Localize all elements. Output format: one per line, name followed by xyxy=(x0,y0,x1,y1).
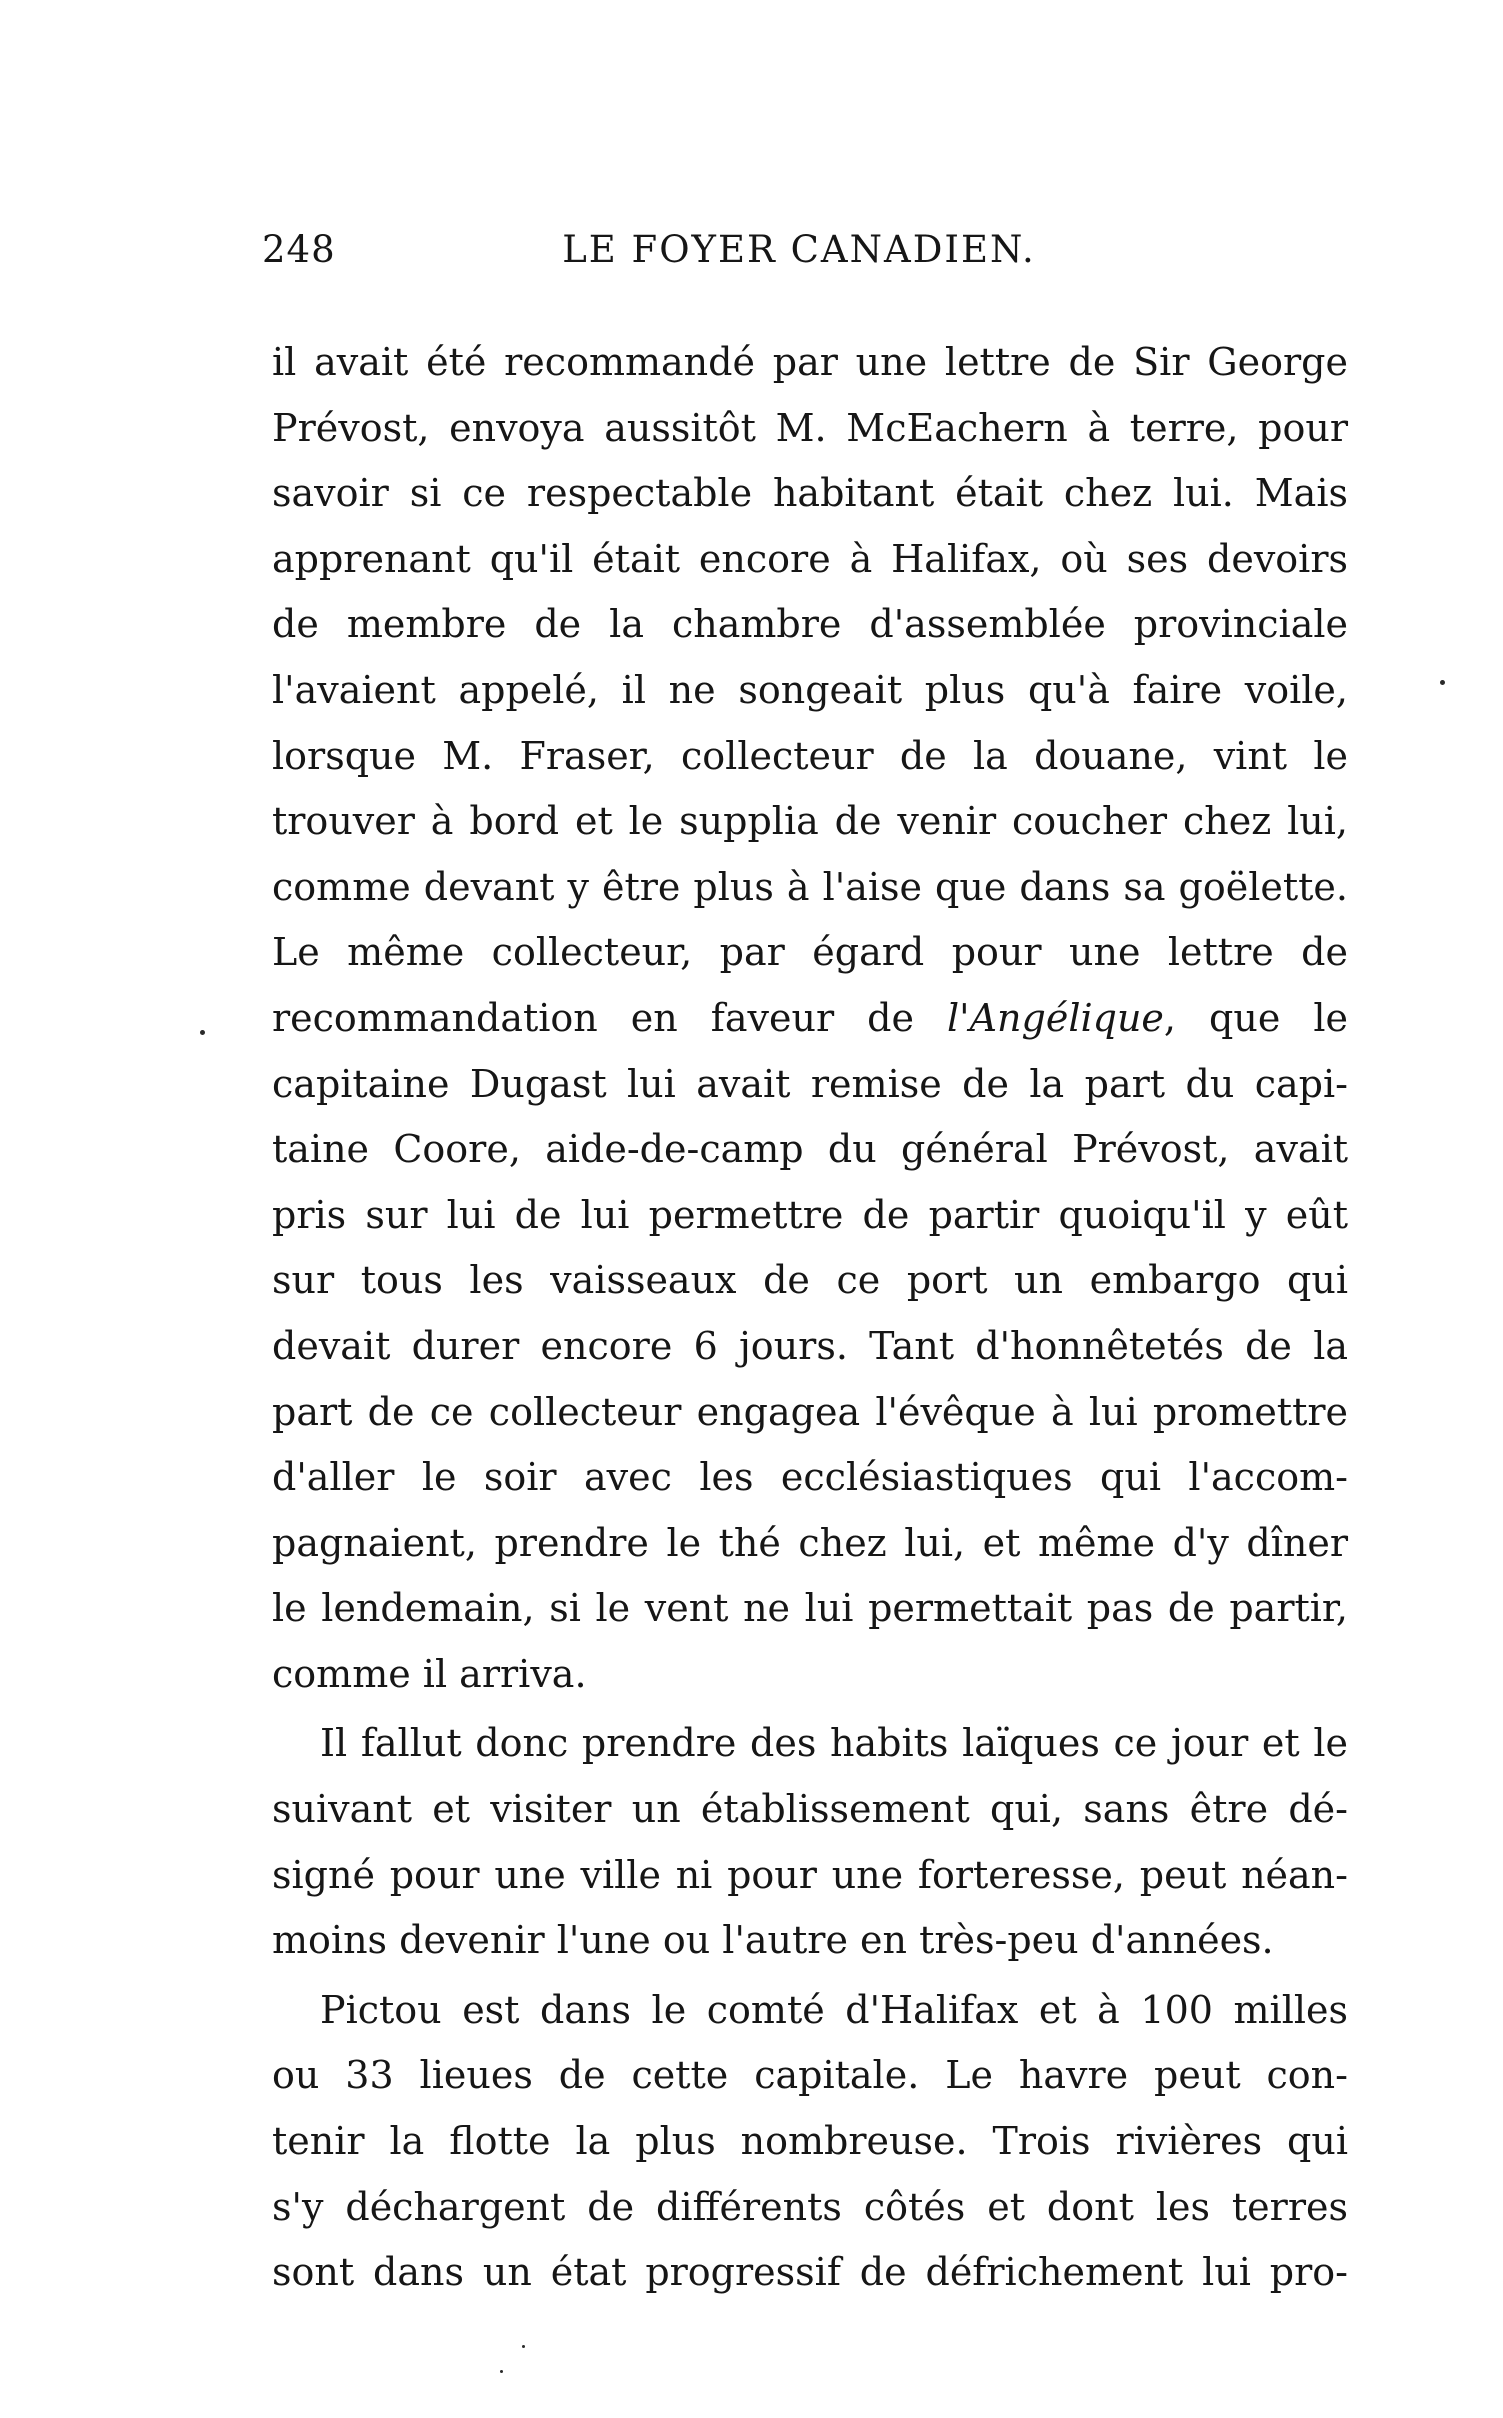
text-line: Il fallut donc prendre des habits laïques ce jour et le xyxy=(320,1721,1348,1766)
text-line: pris sur lui de lui permettre de partir quoiqu'il y eût xyxy=(272,1192,1348,1237)
italic-title: l'Angélique xyxy=(946,995,1164,1040)
running-head xyxy=(262,228,1336,288)
text-line: il avait été recommandé par une lettre de Sir George xyxy=(272,340,1348,384)
text-line: tenir la flotte la plus nombreuse. Trois rivières qui xyxy=(272,2119,1348,2164)
text-line: d'aller le soir avec les ecclésiastiques qui l'accom- xyxy=(272,1455,1348,1500)
body-text xyxy=(272,330,1348,2306)
text-line xyxy=(272,986,1348,1052)
text-line: apprenant qu'il était encore à Halifax, où ses devoirs xyxy=(272,536,1348,581)
text-line: sur tous les vaisseaux de ce port un embargo qui xyxy=(272,1258,1348,1303)
text-line: pagnaient, prendre le thé chez lui, et même d'y dîner xyxy=(272,1520,1348,1565)
text-line: l'avaient appelé, il ne songeait plus qu'à faire voile, xyxy=(272,667,1348,712)
print-speck xyxy=(200,1030,205,1035)
text-line: savoir si ce respectable habitant était chez lui. Mais xyxy=(272,471,1348,516)
text-line: s'y déchargent de différents côtés et dont les terres xyxy=(272,2184,1348,2229)
running-title: LE FOYER CANADIEN. xyxy=(562,228,1036,271)
text-line: signé pour une ville ni pour une forteresse, peut néan- xyxy=(272,1852,1348,1897)
text-line: trouver à bord et le supplia de venir coucher chez lui, xyxy=(272,799,1348,844)
text-line: comme devant y être plus à l'aise que dans sa goëlette. xyxy=(272,864,1348,909)
print-speck xyxy=(1440,680,1445,685)
text-line: Le même collecteur, par égard pour une lettre de xyxy=(272,930,1348,975)
text-line: ou 33 lieues de cette capitale. Le havre peut con- xyxy=(272,2053,1348,2098)
text-line: de membre de la chambre d'assemblée provinciale xyxy=(272,602,1348,647)
text-line: devait durer encore 6 jours. Tant d'honnêtetés de la xyxy=(272,1323,1348,1368)
text-line: Prévost, envoya aussitôt M. McEachern à terre, pour xyxy=(272,405,1348,450)
text-line: moins devenir l'une ou l'autre en très-peu d'années. xyxy=(272,1918,1274,1963)
text-line: capitaine Dugast lui avait remise de la part du capi- xyxy=(272,1061,1348,1106)
text-line: Pictou est dans le comté d'Halifax et à 100 milles xyxy=(320,1987,1348,2032)
text-line: le lendemain, si le vent ne lui permettait pas de partir, xyxy=(272,1586,1348,1631)
print-speck xyxy=(522,2345,525,2348)
text-line: suivant et visiter un établissement qui, sans être dé- xyxy=(272,1787,1348,1832)
text-line: sont dans un état progressif de défrichement lui pro- xyxy=(272,2250,1348,2295)
text-run: , que le xyxy=(1163,995,1348,1040)
text-line: part de ce collecteur engagea l'évêque à lui promettre xyxy=(272,1389,1348,1434)
text-run: recommandation en faveur de xyxy=(272,995,947,1040)
text-line: lorsque M. Fraser, collecteur de la douane, vint le xyxy=(272,733,1348,778)
print-speck xyxy=(500,2370,503,2373)
text-line: comme il arriva. xyxy=(272,1651,587,1696)
text-line: taine Coore, aide-de-camp du général Prévost, avait xyxy=(272,1127,1348,1172)
page-number: 248 xyxy=(262,228,336,271)
